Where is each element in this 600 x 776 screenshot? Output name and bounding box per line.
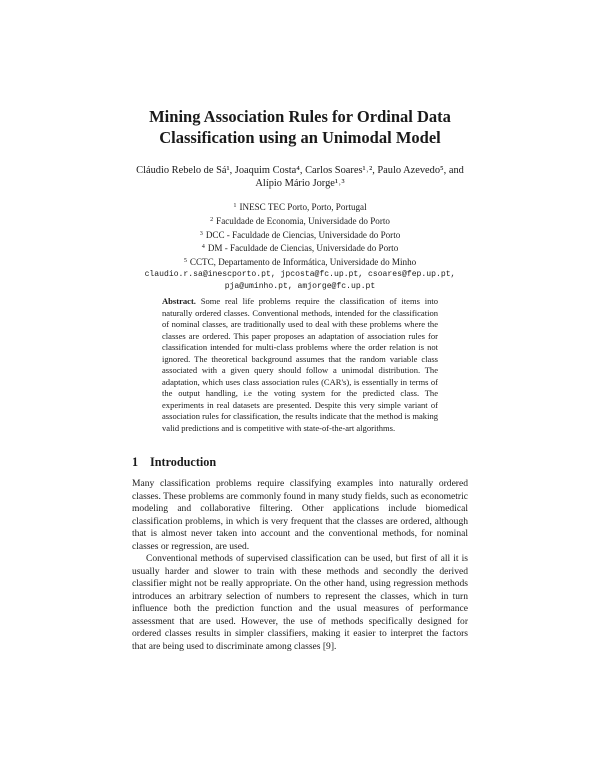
affiliation-3: $^3$ DCC - Faculdade de Ciencias, Universidade do Porto <box>199 229 401 240</box>
email-line-1: claudio.r.sa@inescporto.pt, jpcosta@fc.up.pt, csoares@fep.up.pt, <box>144 269 456 279</box>
section-heading <box>132 455 468 470</box>
affiliation-5: $^5$ CCTC, Departamento de Informática, Universidade do Minho <box>183 257 417 268</box>
section-number: 1 <box>132 455 139 469</box>
affiliation-2: $^2$ Faculdade de Economia, Universidade do Porto <box>210 215 390 226</box>
section-body <box>132 478 468 653</box>
abstract <box>162 296 438 435</box>
abstract-text: Some real life problems require the classification of items into naturally ordered classes. Conventional methods, intended for the classification of nominal classes, are traditionally used to deal with these problems where the classes are ordered. This paper proposes an adaptation of association rules for classification intended for multi-class problems where the order relation is not ignored. The theoretical background assumes that the random variable class associated with a given query should follow a unimodal distribution. The adaptation, which uses class association rules (CAR's), is essentially in terms of the output handling, i.e the voting system for the predicted class. The experiments in real datasets are presented. Despite this very simple variant of association rules for classification, the results indicate that the method is making valid predictions and is competitive with state-of-the-art algorithms. <box>162 296 438 434</box>
affiliations <box>140 200 460 293</box>
authors-line-2: Alípio Mário Jorge¹˒³ <box>255 178 345 189</box>
author-list <box>115 164 485 190</box>
title-line-1: Mining Association Rules for Ordinal Data <box>149 107 451 126</box>
paragraph-2: Conventional methods of supervised classification can be used, but first of all it is usually harder and slower to train with these methods and secondly the derived classifier might not be really appropriate. On the other hand, using regression methods introduces an arbitrary selection of numbers to represent the classes, which in turn influence both the prediction function and the usual measures of performance assessment that are used. However, the use of methods specifically designed for ordered classes results in simpler classifiers, making it easier to interpret the factors that are being used to discriminate among classes [9]. <box>132 553 468 652</box>
paper-title <box>120 106 480 148</box>
affiliation-4: $^4$ DM - Faculdade de Ciencias, Universidade do Porto <box>201 243 399 254</box>
email-line-2: pja@uminho.pt, amjorge@fc.up.pt <box>224 281 376 291</box>
abstract-label: Abstract. <box>162 296 196 306</box>
section-title: Introduction <box>150 455 217 469</box>
paragraph-1: Many classification problems require classifying examples into naturally ordered classes. These problems are commonly found in many study fields, such as econometric modeling and collaborative filtering. Other applications include biomedical classification problems, in which is very frequent that the classes are ordered, although that is almost never taken into account and the conventional methods, for nominal classes or regression, are used. <box>132 478 469 552</box>
authors-line-1: Cláudio Rebelo de Sá¹, Joaquim Costa⁴, Carlos Soares¹˒², Paulo Azevedo⁵, and <box>136 165 464 176</box>
title-line-2: Classification using an Unimodal Model <box>159 128 441 147</box>
affiliation-1: $^1$ INESC TEC Porto, Porto, Portugal <box>233 202 367 212</box>
